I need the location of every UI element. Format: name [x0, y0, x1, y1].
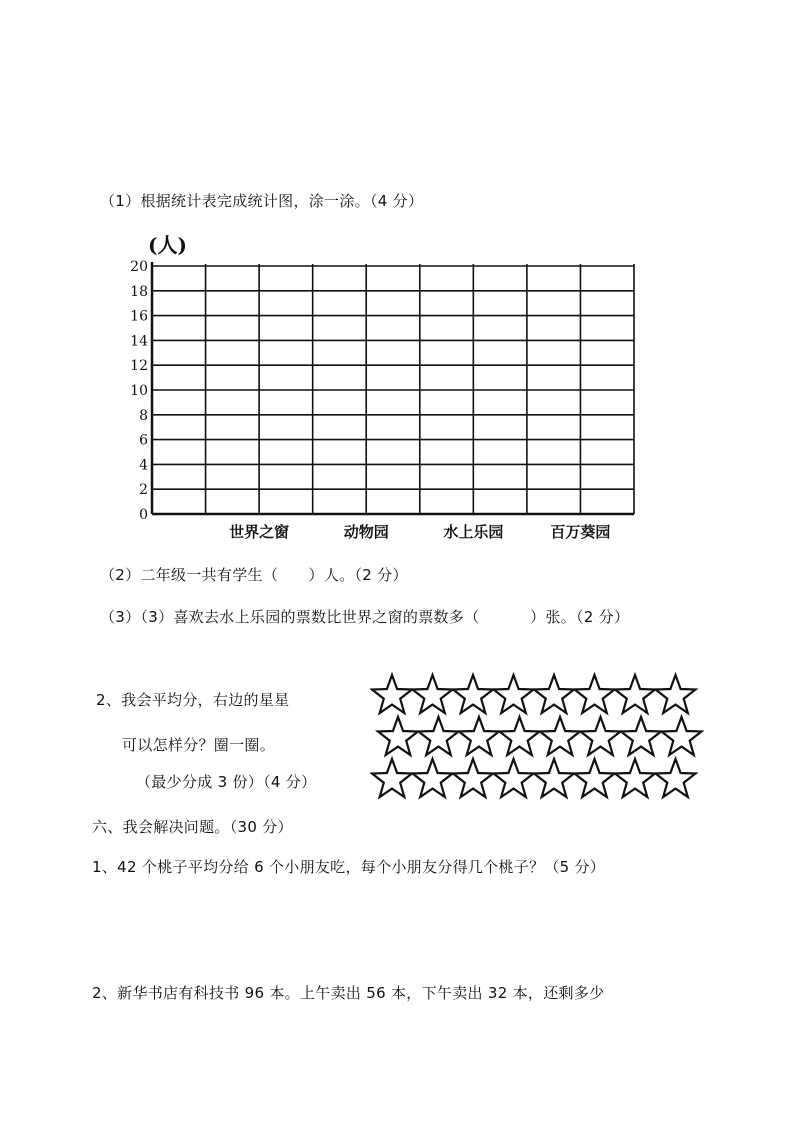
- star-icon[interactable]: [453, 759, 493, 797]
- star-icon[interactable]: [419, 717, 459, 755]
- statistics-bar-chart: [118, 228, 648, 548]
- section-2-line-3: （最少分成 3 份）（4 分）: [136, 773, 317, 791]
- star-icon[interactable]: [500, 717, 540, 755]
- star-icon[interactable]: [453, 675, 493, 713]
- star-icon[interactable]: [615, 675, 655, 713]
- x-category-label-2: 动物园: [343, 523, 389, 541]
- star-icon[interactable]: [656, 759, 696, 797]
- star-grid[interactable]: [370, 672, 705, 807]
- star-icon[interactable]: [656, 675, 696, 713]
- star-icon[interactable]: [413, 675, 453, 713]
- x-category-label-4: 百万葵园: [550, 523, 611, 541]
- section-2-line-2: 可以怎样分？圈一圈。: [122, 736, 276, 754]
- y-tick-label-18: 18: [130, 283, 148, 300]
- star-icon[interactable]: [413, 759, 453, 797]
- star-icon[interactable]: [459, 717, 499, 755]
- chart-grid-svg: [118, 228, 648, 548]
- question-3-difference: （3）（3）喜欢去水上乐园的票数比世界之窗的票数多（ ）张。（2 分）: [100, 608, 630, 626]
- star-icon[interactable]: [494, 759, 534, 797]
- y-axis-unit-label: (人): [148, 233, 187, 257]
- y-tick-label-20: 20: [130, 259, 148, 275]
- star-icon[interactable]: [534, 675, 574, 713]
- star-icon[interactable]: [621, 717, 661, 755]
- problem-2-text: 2、新华书店有科技书 96 本。上午卖出 56 本，下午卖出 32 本，还剩多少: [92, 984, 605, 1002]
- y-tick-label-10: 10: [130, 383, 148, 399]
- star-icon[interactable]: [378, 717, 418, 755]
- x-category-label-3: 水上乐园: [443, 523, 504, 541]
- star-icon[interactable]: [581, 717, 621, 755]
- star-icon[interactable]: [534, 759, 574, 797]
- star-icon[interactable]: [575, 675, 615, 713]
- star-icon[interactable]: [372, 675, 412, 713]
- y-tick-label-8: 8: [139, 407, 148, 424]
- star-icon[interactable]: [494, 675, 534, 713]
- y-tick-label-12: 12: [130, 358, 148, 375]
- question-1-instruction: （1）根据统计表完成统计图，涂一涂。（4 分）: [100, 192, 424, 210]
- star-icon[interactable]: [662, 717, 702, 755]
- y-tick-label-6: 6: [139, 432, 148, 449]
- y-tick-label-2: 2: [139, 482, 148, 499]
- star-icon[interactable]: [575, 759, 615, 797]
- star-icon[interactable]: [615, 759, 655, 797]
- star-icon[interactable]: [372, 759, 412, 797]
- y-tick-label-16: 16: [130, 308, 148, 325]
- section-2-line-1: 2、我会平均分，右边的星星: [96, 691, 290, 709]
- question-2-total-students: （2）二年级一共有学生（ ）人。（2 分）: [100, 566, 408, 584]
- y-tick-label-0: 0: [139, 507, 148, 523]
- y-tick-label-14: 14: [130, 333, 148, 350]
- star-icon[interactable]: [540, 717, 580, 755]
- section-6-title: 六、我会解决问题。（30 分）: [92, 818, 293, 836]
- y-tick-label-4: 4: [139, 457, 148, 474]
- problem-1-text: 1、42 个桃子平均分给 6 个小朋友吃，每个小朋友分得几个桃子？（5 分）: [92, 858, 606, 876]
- x-category-label-1: 世界之窗: [229, 523, 290, 541]
